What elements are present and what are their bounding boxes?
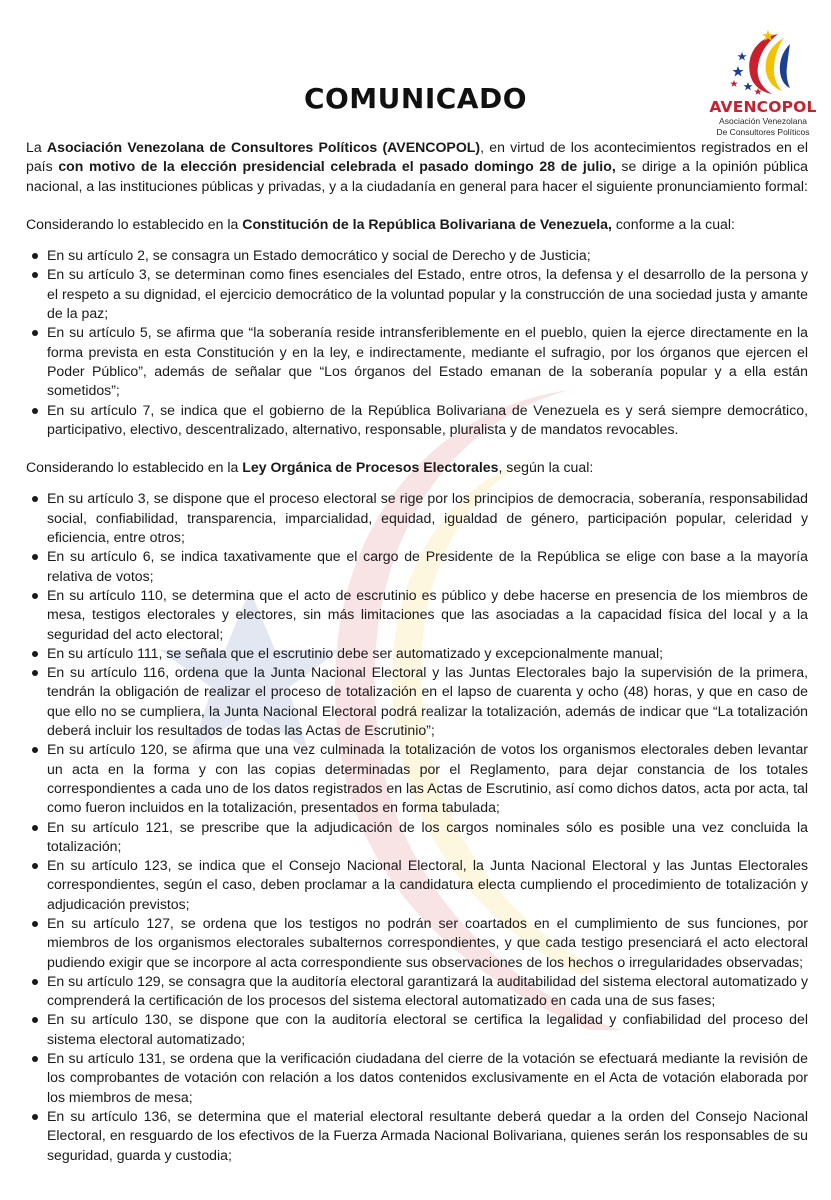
- section1-bold: Constitución de la República Bolivariana de Venezuela,: [242, 215, 612, 232]
- list-item: En su artículo 130, se dispone que con la auditoría electoral se certifica la legalidad y confiabilidad del proceso del sistema electoral automatizado;: [26, 1010, 808, 1049]
- section2-text-1: Considerando lo establecido en la: [26, 459, 243, 476]
- list-item: En su artículo 3, se determinan como fines esenciales del Estado, entre otros, la defensa y el desarrollo de la persona y el respeto a su dignidad, el ejercicio democrático de la voluntad popular y la construcción de una sociedad justa y amante de la paz;: [26, 265, 808, 323]
- page-title: COMUNICADO: [303, 82, 528, 115]
- list-item: En su artículo 3, se dispone que el proceso electoral se rige por los principios de democracia, soberanía, responsabilidad social, confiabilidad, transparencia, imparcialidad, equidad, igualdad de género, participación popular, celeridad y eficiencia, entre otros;: [26, 489, 808, 547]
- intro-bold-2: con motivo de la elección presidencial celebrada el pasado domingo 28 de julio,: [58, 158, 616, 175]
- list-item: En su artículo 127, se ordena que los testigos no podrán ser coartados en el cumplimiento de sus funciones, por miembros de los organismos electorales subalternos correspondientes, y que cada testigo presenciará el acto electoral pudiendo exigir que se incorpore al acta correspondiente sus observaciones de los hechos o irregularidades observadas;: [26, 914, 808, 972]
- section2-bold: Ley Orgánica de Procesos Electorales: [242, 459, 499, 476]
- list-item: En su artículo 7, se indica que el gobierno de la República Bolivariana de Venezuela es y será siempre democrático, participativo, electivo, descentralizado, alternativo, responsable, pluralista y de mandatos revocables.: [26, 401, 808, 440]
- document-body: [26, 138, 808, 1165]
- list-item: En su artículo 136, se determina que el material electoral resultante deberá quedar a la orden del Consejo Nacional Electoral, en resguardo de los efectivos de la Fuerza Armada Nacional Bolivariana, quienes serán los responsables de su seguridad, guarda y custodia;: [26, 1107, 808, 1165]
- list-item: En su artículo 2, se consagra un Estado democrático y social de Derecho y de Justicia;: [26, 246, 808, 265]
- intro-bold-1: Asociación Venezolana de Consultores Políticos (AVENCOPOL): [46, 139, 481, 155]
- intro-text-2: , en virtud de los acontecimientos registrados en el país: [26, 139, 808, 175]
- intro-text-3: se dirige a la opinión pública nacional, a las instituciones públicas y privadas, y a la ciudadanía en general para hacer el siguiente pronunciamiento formal:: [26, 158, 809, 194]
- list-item: En su artículo 6, se indica taxativamente que el cargo de Presidente de la República se elige con base a la mayoría relativa de votos;: [26, 547, 808, 586]
- intro-text-1: La: [26, 139, 47, 155]
- list-item: En su artículo 121, se prescribe que la adjudicación de los cargos nominales sólo es posible una vez concluida la totalización;: [26, 818, 808, 857]
- list-item: En su artículo 110, se determina que el acto de escrutinio es público y debe hacerse en presencia de los miembros de mesa, testigos electorales y electores, sin más limitaciones que las asociadas a la capacidad física del local y a la seguridad del acto electoral;: [26, 586, 808, 644]
- list-item: En su artículo 116, ordena que la Junta Nacional Electoral y las Juntas Electorales bajo la supervisión de la primera, tendrán la obligación de realizar el proceso de totalización en el lapso de cuarenta y ocho (48) horas, y que en caso de que ello no se cumpliera, la Junta Nacional Electoral podrá realizar la totalización, además de indicar que “La totalización deberá incluir los resultados de todas las Actas de Escrutinio”;: [26, 663, 808, 740]
- section1-text-2: conforme a la cual:: [611, 215, 735, 232]
- logo-name: AVENCOPOL: [709, 98, 817, 116]
- list-item: En su artículo 129, se consagra que la auditoría electoral garantizará la auditabilidad del sistema electoral automatizado y comprenderá la certificación de los procesos del sistema electoral automatizado en cada una de sus fases;: [26, 972, 808, 1011]
- section2-list: [26, 489, 808, 1164]
- section1-heading: [26, 215, 808, 234]
- list-item: En su artículo 131, se ordena que la verificación ciudadana del cierre de la votación se efectuará mediante la revisión de los comprobantes de votación con relación a los datos contenidos exclusivamente en el Acta de votación elaborada por los miembros de mesa;: [26, 1049, 808, 1107]
- list-item: En su artículo 123, se indica que el Consejo Nacional Electoral, la Junta Nacional Electoral y las Juntas Electorales correspondientes, según el caso, deben proclamar a la candidatura electa cumpliendo el procedimiento de totalización y adjudicación previstos;: [26, 856, 808, 914]
- logo-subtitle-2: De Consultores Políticos: [716, 126, 810, 137]
- section2-heading: [26, 458, 808, 477]
- section1-list: [26, 246, 808, 439]
- section1-text-1: Considerando lo establecido en la: [26, 215, 243, 232]
- intro-paragraph: [26, 138, 808, 196]
- logo-subtitle-1: Asociación Venezolana: [719, 116, 807, 126]
- list-item: En su artículo 111, se señala que el escrutinio debe ser automatizado y excepcionalmente manual;: [26, 644, 808, 663]
- list-item: En su artículo 5, se afirma que “la soberanía reside intransferiblemente en el pueblo, quien la ejerce directamente en la forma prevista en esta Constitución y en la ley, e indirectamente, mediante el sufragio, por los órganos que ejercen el Poder Público”, además de señalar que “Los órganos del Estado emanan de la soberanía popular y a ella están sometidos”;: [26, 323, 808, 400]
- section2-text-2: , según la cual:: [498, 459, 594, 476]
- list-item: En su artículo 120, se afirma que una vez culminada la totalización de votos los organismos electorales deben levantar un acta en la forma y con las copias determinadas por el Reglamento, para dejar constancia de los totales correspondientes a cada uno de los datos registrados en las Actas de Escrutinio, así como dichos datos, acta por acta, tal como fueron incluidos en la totalización, presentados en forma tabulada;: [26, 740, 808, 817]
